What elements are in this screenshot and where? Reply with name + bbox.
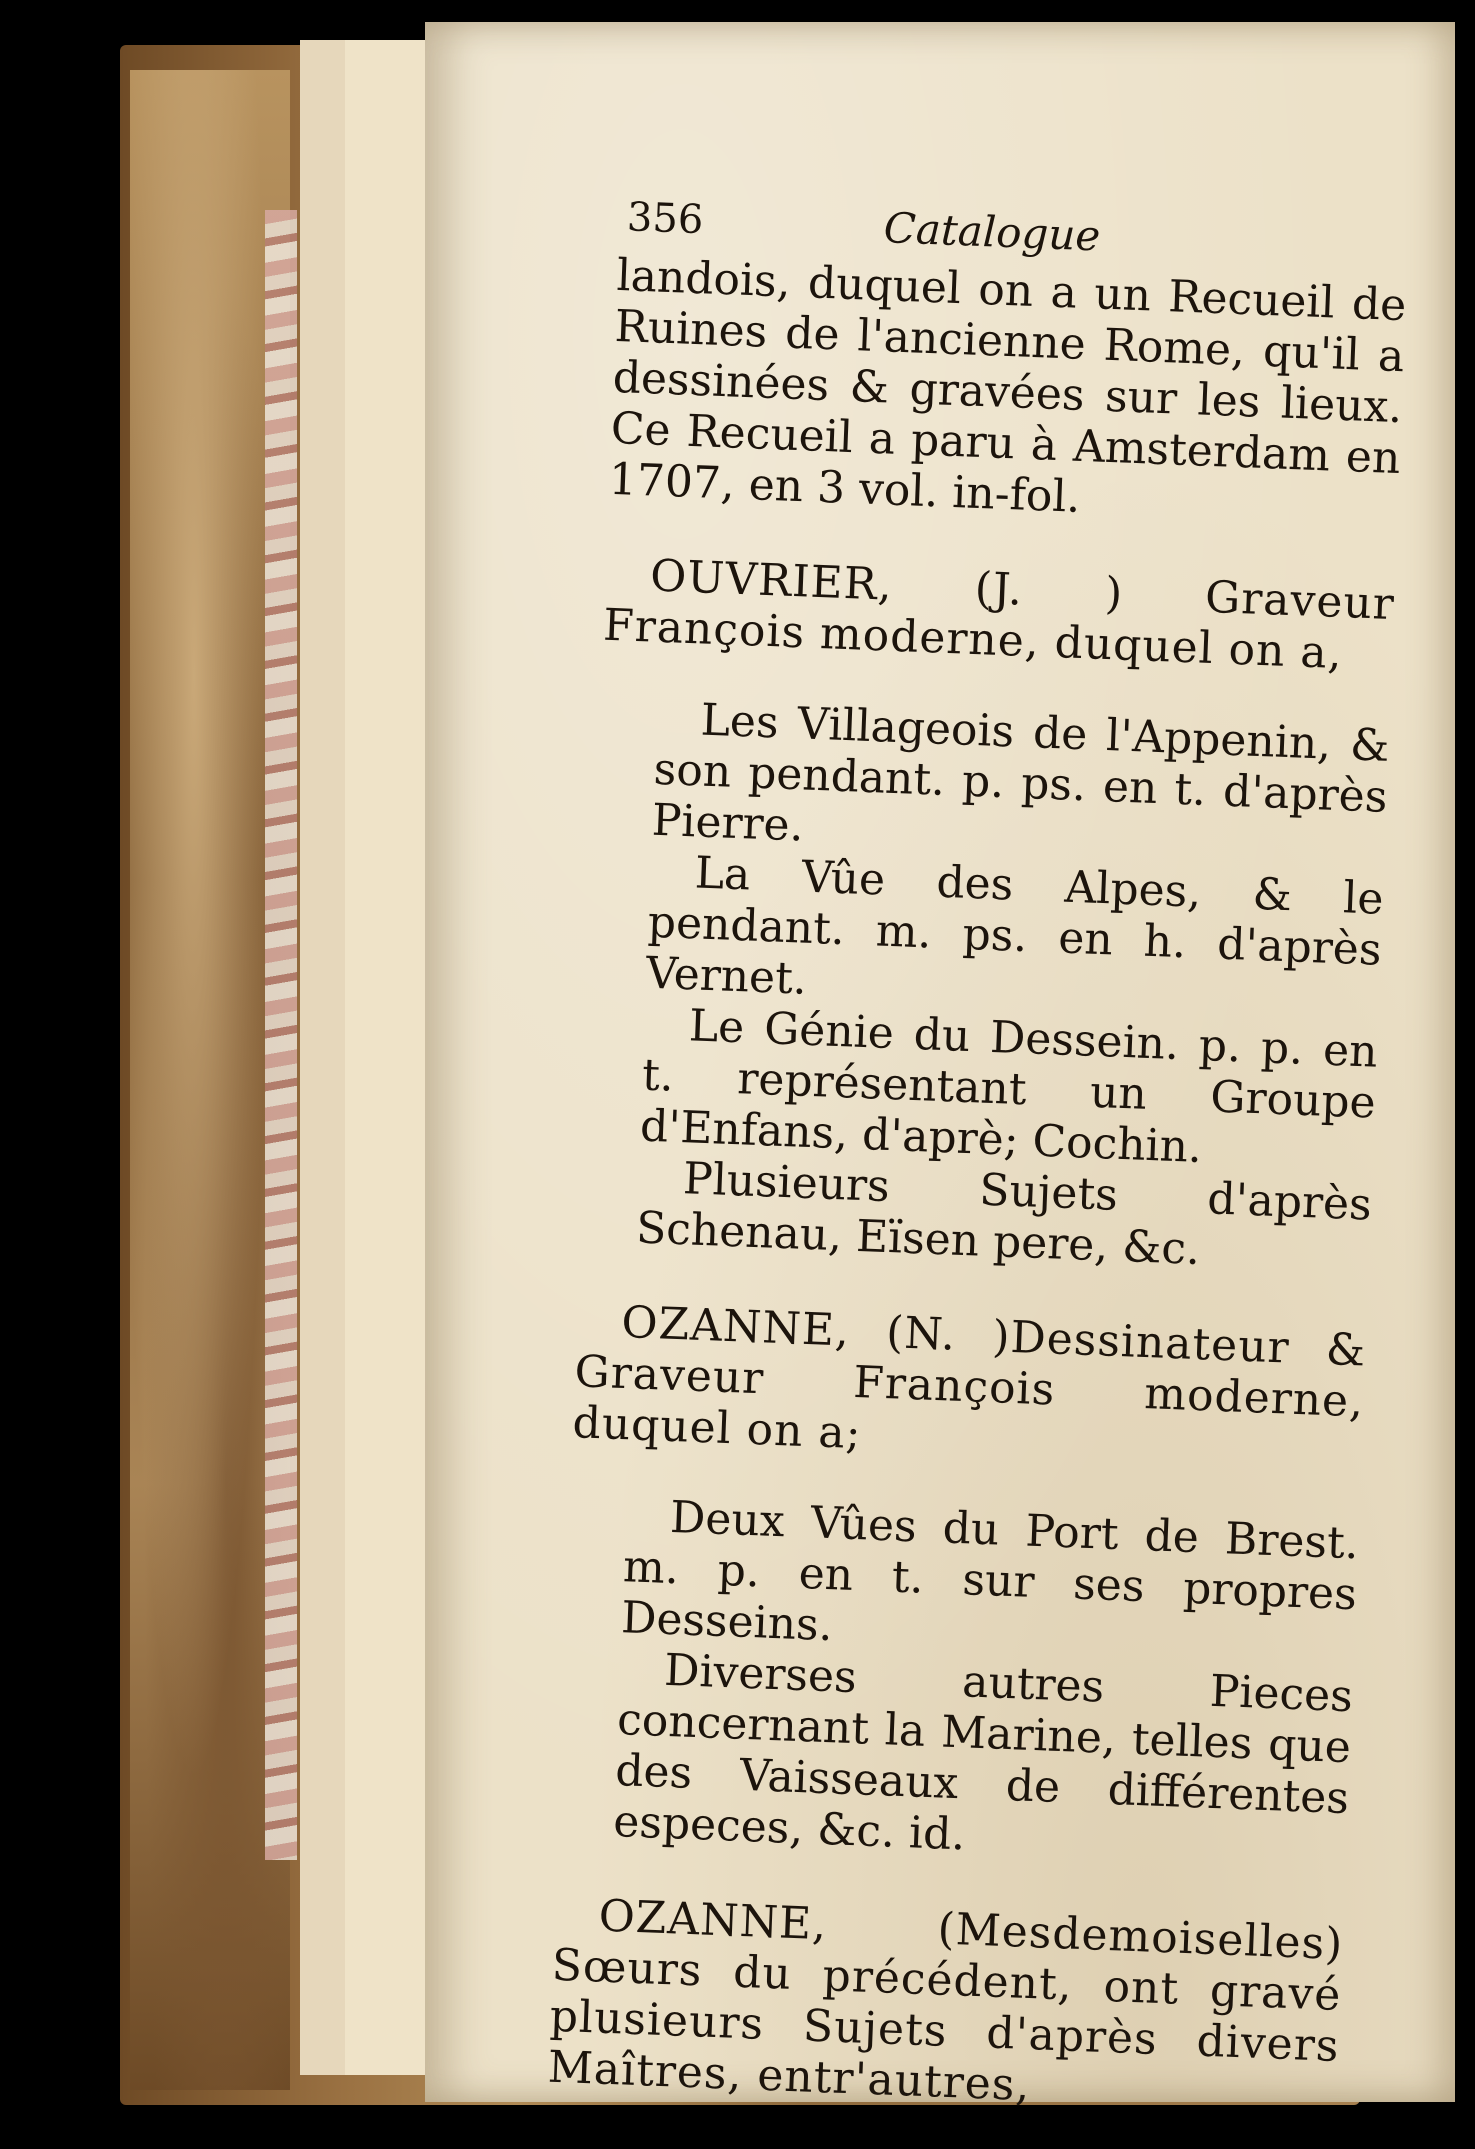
works-list	[557, 1488, 1360, 1875]
works-list	[579, 691, 1390, 1282]
entry-heading: OZANNE, (N. )Dessinateur & Graveur François moderne, duquel on a;	[571, 1296, 1368, 1460]
page-number: 356	[626, 194, 705, 244]
marbled-endpaper	[265, 210, 297, 1860]
page-text	[547, 192, 1409, 2123]
entry-paragraph: OZANNE, (Mesdemoiselles) Sœurs du précédent, ont gravé plusieurs Sujets d'après divers Maîtres, entr'autres,	[546, 1890, 1345, 2112]
entry-heading: OUVRIER, (J. ) Graveur François moderne, duquel on a,	[602, 550, 1396, 680]
running-head: Catalogue	[882, 203, 1102, 261]
list-item: Le Génie du Dessein. p. p. en t. représentant un Groupe d'Enfans, d'aprè; Cochin.	[639, 1000, 1379, 1174]
book-page	[425, 22, 1455, 2112]
list-item: Plusieurs Sujets d'après Schenau, Eïsen pere, &c.	[635, 1153, 1373, 1276]
list-item: Diverses autres Pieces concernant la Marine, telles que des Vaisseaux de différentes especes, &c. id.	[612, 1644, 1354, 1861]
entry-ozanne-n	[557, 1295, 1368, 1875]
entry-ouvrier	[579, 549, 1395, 1282]
continuation-paragraph: landois, duquel on a un Recueil de Ruines de l'ancienne Rome, qu'il a dessinées & gravées sur les lieux. Ce Recueil a paru à Amsterdam en 1707, en 3 vol. in-fol.	[607, 249, 1408, 523]
list-item: Deux Vûes du Port de Brest. m. p. en t. sur ses propres Desseins.	[620, 1491, 1360, 1652]
list-item: Les Villageois de l'Appenin, & son pendant. p. ps. en t. d'après Pierre.	[650, 694, 1391, 852]
list-item: La Vûe des Alpes, & le pendant. m. ps. en h. d'après Vernet.	[645, 847, 1385, 1005]
page-edges-inner	[345, 40, 426, 2075]
entry-ozanne-mesdemoiselles	[547, 1889, 1344, 2123]
